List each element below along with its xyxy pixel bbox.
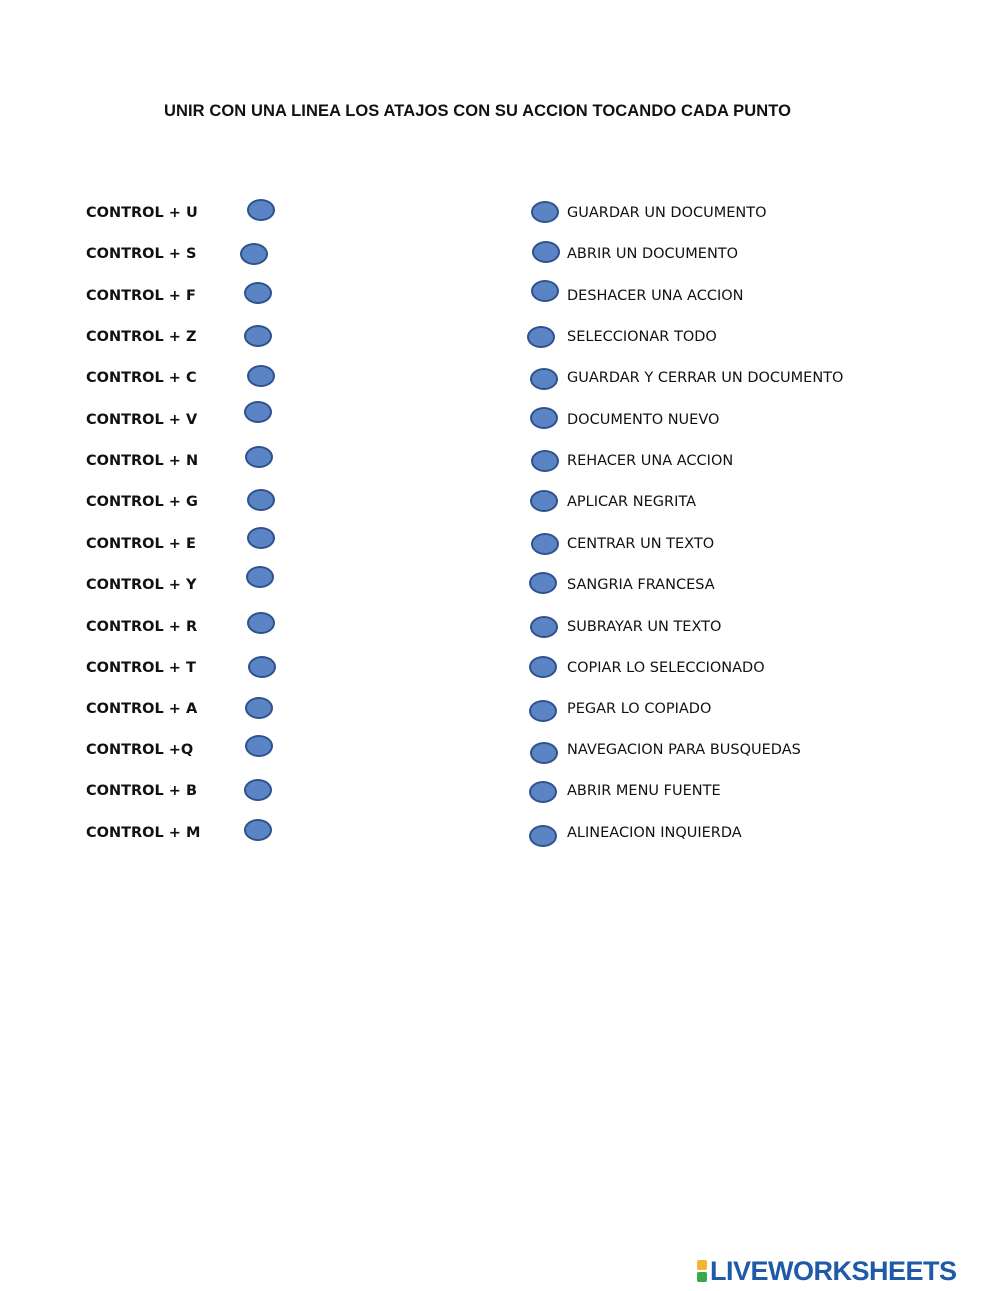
action-connector-dot[interactable]: [530, 368, 558, 390]
action-connector-dot[interactable]: [531, 201, 559, 223]
action-label: ALINEACION INQUIERDA: [567, 825, 742, 841]
shortcut-label: CONTROL + V: [86, 412, 198, 428]
action-label: SELECCIONAR TODO: [567, 329, 717, 345]
action-label: ABRIR UN DOCUMENTO: [567, 246, 739, 262]
shortcut-label: CONTROL + T: [86, 660, 196, 676]
shortcut-connector-dot[interactable]: [247, 199, 275, 221]
action-label: NAVEGACION PARA BUSQUEDAS: [567, 742, 801, 758]
action-label: GUARDAR Y CERRAR UN DOCUMENTO: [567, 370, 844, 386]
shortcut-label: CONTROL + R: [86, 619, 198, 635]
shortcut-label: CONTROL + S: [86, 246, 197, 262]
action-connector-dot[interactable]: [531, 450, 559, 472]
action-label: CENTRAR UN TEXTO: [567, 536, 715, 552]
shortcut-connector-dot[interactable]: [246, 566, 274, 588]
action-label: DOCUMENTO NUEVO: [567, 412, 720, 428]
shortcut-connector-dot[interactable]: [240, 243, 268, 265]
shortcut-connector-dot[interactable]: [244, 282, 272, 304]
shortcut-connector-dot[interactable]: [244, 779, 272, 801]
shortcut-connector-dot[interactable]: [245, 735, 273, 757]
action-connector-dot[interactable]: [527, 326, 555, 348]
shortcut-label: CONTROL +Q: [86, 742, 194, 758]
action-label: DESHACER UNA ACCION: [567, 288, 744, 304]
action-label: SANGRIA FRANCESA: [567, 577, 715, 593]
shortcut-label: CONTROL + Z: [86, 329, 197, 345]
shortcut-connector-dot[interactable]: [245, 697, 273, 719]
shortcut-label: CONTROL + A: [86, 701, 198, 717]
action-label: APLICAR NEGRITA: [567, 494, 696, 510]
liveworksheets-logo: [697, 1256, 957, 1286]
action-connector-dot[interactable]: [532, 241, 560, 263]
action-label: ABRIR MENU FUENTE: [567, 783, 721, 799]
shortcut-connector-dot[interactable]: [244, 325, 272, 347]
shortcut-label: CONTROL + F: [86, 288, 196, 304]
action-connector-dot[interactable]: [530, 407, 558, 429]
shortcut-connector-dot[interactable]: [247, 489, 275, 511]
shortcut-connector-dot[interactable]: [248, 656, 276, 678]
action-connector-dot[interactable]: [531, 533, 559, 555]
action-label: SUBRAYAR UN TEXTO: [567, 619, 722, 635]
action-label: PEGAR LO COPIADO: [567, 701, 712, 717]
action-connector-dot[interactable]: [530, 742, 558, 764]
shortcut-connector-dot[interactable]: [245, 446, 273, 468]
shortcut-connector-dot[interactable]: [244, 819, 272, 841]
logo-text: LIVEWORKSHEETS: [710, 1255, 957, 1286]
shortcut-label: CONTROL + C: [86, 370, 197, 386]
action-connector-dot[interactable]: [529, 700, 557, 722]
shortcut-connector-dot[interactable]: [244, 401, 272, 423]
shortcut-label: CONTROL + G: [86, 494, 198, 510]
worksheet-title: UNIR CON UNA LINEA LOS ATAJOS CON SU ACCION TOCANDO CADA PUNTO: [163, 102, 792, 120]
action-connector-dot[interactable]: [529, 781, 557, 803]
shortcut-label: CONTROL + M: [86, 825, 201, 841]
action-connector-dot[interactable]: [529, 825, 557, 847]
shortcut-label: CONTROL + E: [86, 536, 196, 552]
shortcut-connector-dot[interactable]: [247, 527, 275, 549]
action-connector-dot[interactable]: [529, 572, 557, 594]
shortcut-label: CONTROL + B: [86, 783, 198, 799]
action-label: COPIAR LO SELECCIONADO: [567, 660, 765, 676]
shortcut-connector-dot[interactable]: [247, 612, 275, 634]
shortcut-label: CONTROL + U: [86, 205, 198, 221]
action-connector-dot[interactable]: [529, 656, 557, 678]
action-label: REHACER UNA ACCION: [567, 453, 734, 469]
action-label: GUARDAR UN DOCUMENTO: [567, 205, 767, 221]
shortcut-label: CONTROL + N: [86, 453, 199, 469]
action-connector-dot[interactable]: [530, 616, 558, 638]
action-connector-dot[interactable]: [531, 280, 559, 302]
action-connector-dot[interactable]: [530, 490, 558, 512]
shortcut-connector-dot[interactable]: [247, 365, 275, 387]
shortcut-label: CONTROL + Y: [86, 577, 197, 593]
logo-icon: [697, 1260, 707, 1282]
